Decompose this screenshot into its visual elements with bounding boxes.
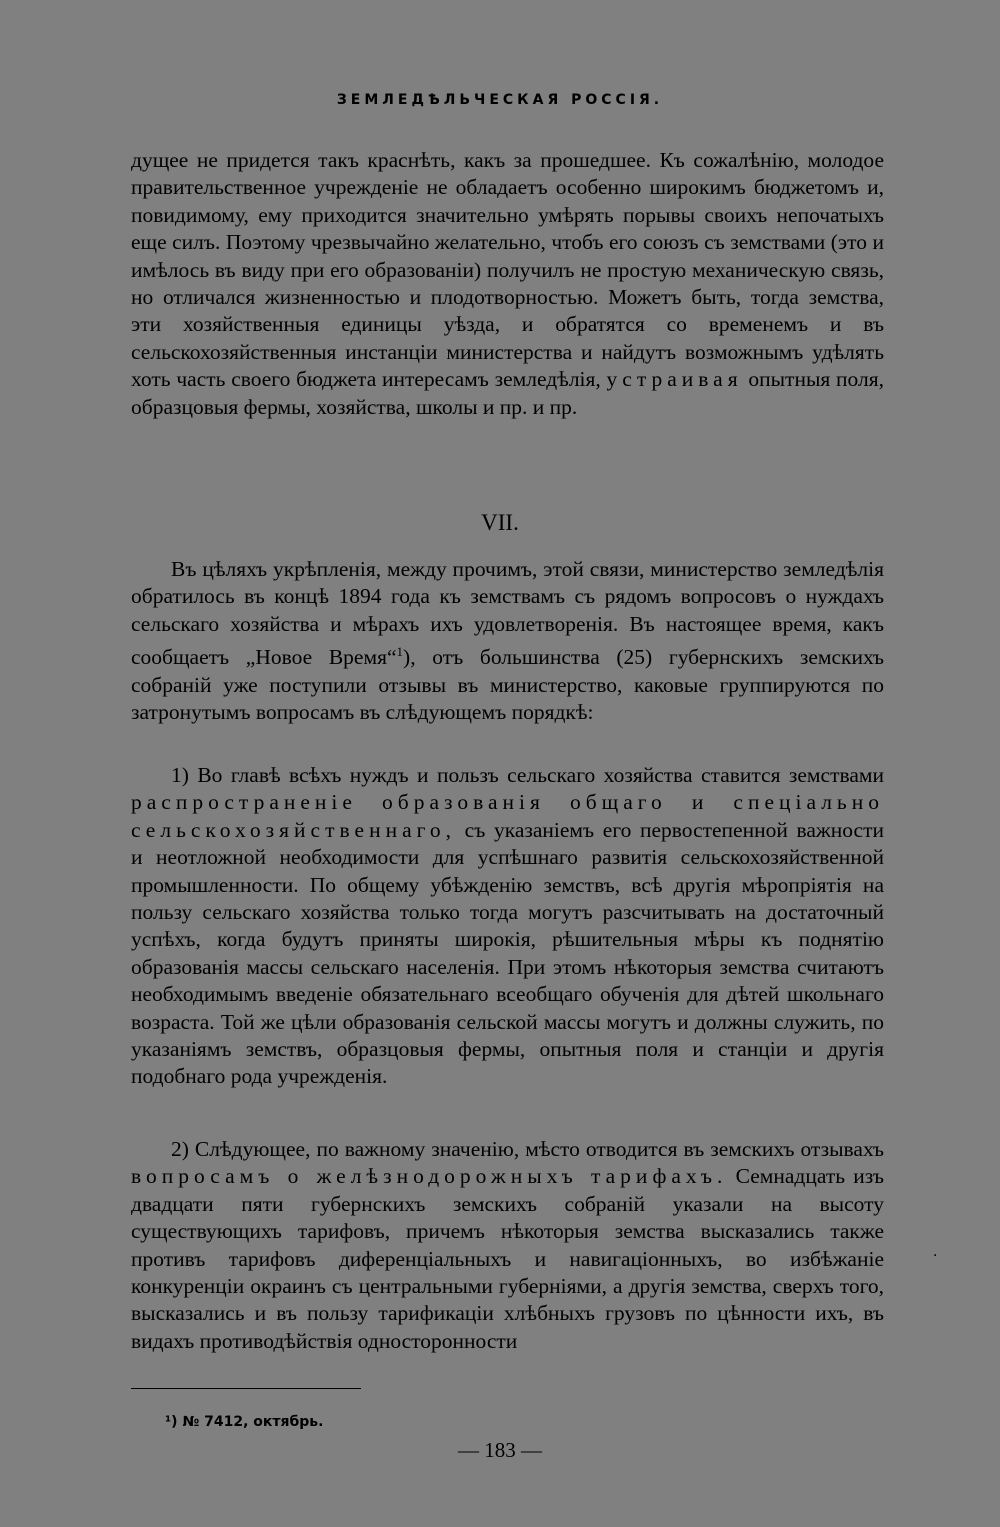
paragraph-4-spaced: вопросамъ о желѣзнодорожныхъ тарифахъ. bbox=[131, 1164, 728, 1189]
paragraph-1-spaced: устраивая bbox=[606, 367, 743, 392]
footnote-reference: 1 bbox=[396, 644, 404, 660]
paragraph-4 bbox=[131, 1136, 884, 1355]
running-head: ЗЕМЛЕДѢЛЬЧЕСКАЯ РОССІЯ. bbox=[336, 92, 664, 108]
paragraph-3 bbox=[131, 762, 884, 1091]
paragraph-1 bbox=[131, 147, 884, 421]
paragraph-4-text: 2) Слѣдующее, по важному значенію, мѣсто отводится въ земскихъ отзывахъ bbox=[171, 1137, 884, 1161]
paragraph-3-spaced: распространеніе образованія общаго и спеціально сельскохозяйственнаго, bbox=[131, 790, 884, 842]
paragraph-3-continued: съ указаніемъ его первостепенной важности и неотложной необходимости для успѣшнаго развитія сельскохозяйственной промышленности. По общему убѣжденію земствъ, всѣ другія мѣропріятія на пользу сельскаго хозяйства только тогда могутъ разсчитывать на достаточный успѣхъ, когда будутъ приняты широкія, рѣшительныя мѣры къ поднятію образованія массы сельскаго населенія. При этомъ нѣкоторыя земства считаютъ необходимымъ введеніе обязательнаго всеобщаго обученія для дѣтей школьнаго возраста. Той же цѣли образованія сельской массы могутъ и должны служить, по указаніямъ земствъ, образцовыя фермы, опытныя поля и станціи и другія подобнаго рода учрежденія. bbox=[131, 817, 884, 1089]
paragraph-2-continued: ), отъ большинства (25) губернскихъ земскихъ собраній уже поступили отзывы въ министерство, каковые группируются по затронутымъ вопросамъ въ слѣдующемъ порядкѣ: bbox=[131, 645, 885, 725]
paragraph-1-text: дущее не придется такъ краснѣть, какъ за прошедшее. Къ сожалѣнію, молодое правительственное учрежденіе не обладаетъ особенно широкимъ бюджетомъ и, повидимому, ему приходится значительно умѣрять порывы своихъ непочатыхъ еще силъ. Поэтому чрезвычайно желательно, чтобъ его союзъ съ земствами (это и имѣлось въ виду при его образованіи) получилъ не простую механическую связь, но отличался жизненностью и плодотворностью. Можетъ быть, тогда земства, эти хозяйственныя единицы уѣзда, и обратятся со временемъ и въ сельскохозяйственныя инстанціи министерства и найдутъ возможнымъ удѣлять хоть часть своего бюджета интересамъ земледѣлія, bbox=[131, 148, 884, 392]
paragraph-3-text: 1) Во главѣ всѣхъ нуждъ и пользъ сельскаго хозяйства ставится земствами bbox=[171, 763, 884, 787]
page-number: — 183 — bbox=[458, 1438, 542, 1462]
paragraph-2-text: Въ цѣляхъ укрѣпленія, между прочимъ, этой связи, министерство земледѣлія обратилось въ концѣ 1894 года къ земствамъ съ рядомъ вопросовъ о нуждахъ сельскаго хозяйства и мѣрахъ ихъ удовлетворенія. Въ настоящее время, какъ сообщаетъ „Новое Время“ bbox=[131, 557, 884, 670]
section-number: VII. bbox=[481, 510, 519, 535]
stray-mark: · bbox=[933, 1248, 938, 1264]
footnote: ¹) № 7412, октябрь. bbox=[165, 1414, 324, 1430]
paragraph-2 bbox=[131, 556, 884, 727]
footnote-rule bbox=[131, 1388, 361, 1389]
paragraph-4-continued: Семнадцать изъ двадцати пяти губернскихъ земскихъ собраній указали на высоту существующихъ тарифовъ, причемъ нѣкоторыя земства высказались также противъ тарифовъ диференціальныхъ и навигаціонныхъ, во избѣжаніе конкуренціи окраинъ съ центральными губерніями, а другія земства, сверхъ того, высказались и въ пользу тарификаціи хлѣбныхъ грузовъ по цѣнности ихъ, въ видахъ противодѣйствія односторонности bbox=[131, 1164, 885, 1353]
paragraph-1-tail: опытныя поля, образцовыя фермы, хозяйства, школы и пр. и пр. bbox=[131, 367, 885, 419]
